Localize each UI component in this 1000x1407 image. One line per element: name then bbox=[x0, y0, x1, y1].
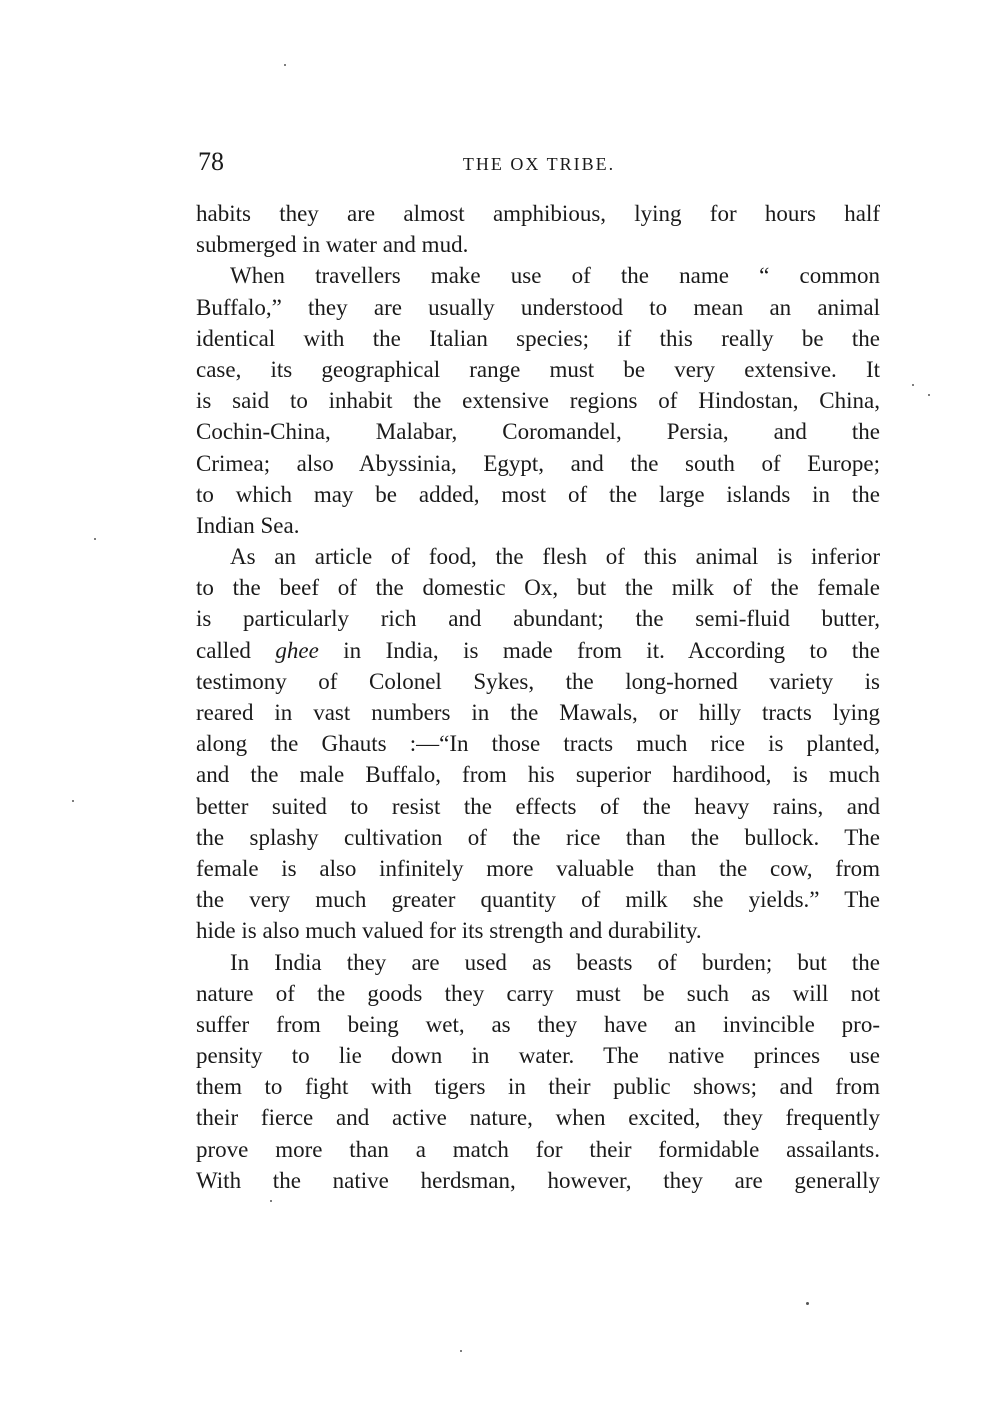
text-line: prove more than a match for their formidable assailants. bbox=[196, 1136, 880, 1162]
text-line: is particularly rich and abundant; the semi-fluid butter, bbox=[196, 606, 880, 632]
text-line: identical with the Italian species; if this really be the bbox=[196, 325, 880, 351]
scan-speck bbox=[284, 64, 286, 66]
paragraph-start-line: As an article of food, the flesh of this animal is inferior bbox=[230, 544, 880, 570]
text-line: submerged in water and mud. bbox=[196, 232, 469, 258]
text-line: hide is also much valued for its strength and durability. bbox=[196, 918, 702, 944]
scan-speck bbox=[72, 800, 74, 802]
text-line: Cochin-China, Malabar, Coromandel, Persia, and the bbox=[196, 419, 880, 445]
text-line: the very much greater quantity of milk she yields.” The bbox=[196, 887, 880, 913]
scan-speck bbox=[460, 1350, 462, 1352]
scan-speck bbox=[928, 394, 930, 396]
text-line: Crimea; also Abyssinia, Egypt, and the south of Europe; bbox=[196, 450, 880, 476]
text-line: is said to inhabit the extensive regions of Hindostan, China, bbox=[196, 388, 880, 414]
italic-term: ghee bbox=[275, 637, 319, 663]
scan-speck bbox=[912, 384, 914, 386]
running-head bbox=[198, 146, 880, 178]
text-line: Buffalo,” they are usually understood to mean an animal bbox=[196, 294, 880, 320]
text-segment: called bbox=[196, 637, 251, 663]
scan-speck bbox=[806, 1302, 809, 1305]
text-line: case, its geographical range must be very extensive. It bbox=[196, 356, 880, 382]
text-segment: in India, is made from it. According to the bbox=[343, 637, 880, 663]
body-text bbox=[196, 198, 880, 1196]
text-line: With the native herdsman, however, they are generally bbox=[196, 1167, 880, 1193]
text-line: and the male Buffalo, from his superior hardihood, is much bbox=[196, 762, 880, 788]
text-line: along the Ghauts :—“In those tracts much rice is planted, bbox=[196, 731, 880, 757]
scan-speck bbox=[270, 1200, 272, 1202]
text-line-with-italic bbox=[196, 635, 880, 666]
text-line: reared in vast numbers in the Mawals, or hilly tracts lying bbox=[196, 700, 880, 725]
text-line: habits they are almost amphibious, lying for hours half bbox=[196, 201, 880, 226]
text-line: nature of the goods they carry must be such as will not bbox=[196, 980, 880, 1006]
text-line: the splashy cultivation of the rice than the bullock. The bbox=[196, 824, 880, 850]
text-line: better suited to resist the effects of the heavy rains, and bbox=[196, 793, 880, 819]
text-line: to the beef of the domestic Ox, but the milk of the female bbox=[196, 575, 880, 601]
text-line: their fierce and active nature, when excited, they frequently bbox=[196, 1105, 880, 1131]
text-line: female is also infinitely more valuable than the cow, from bbox=[196, 855, 880, 881]
text-line: pensity to lie down in water. The native princes use bbox=[196, 1043, 880, 1069]
page-number: 78 bbox=[198, 147, 224, 176]
text-line: testimony of Colonel Sykes, the long-horned variety is bbox=[196, 668, 880, 694]
text-line: to which may be added, most of the large islands in the bbox=[196, 481, 880, 507]
text-line: them to fight with tigers in their public shows; and from bbox=[196, 1074, 880, 1100]
text-line: Indian Sea. bbox=[196, 512, 300, 538]
scan-speck bbox=[94, 538, 96, 540]
text-line: suffer from being wet, as they have an invincible pro- bbox=[196, 1011, 880, 1037]
running-title: THE OX TRIBE. bbox=[462, 154, 616, 174]
paragraph-start-line: In India they are used as beasts of burden; but the bbox=[230, 949, 880, 975]
paragraph-start-line: When travellers make use of the name “ common bbox=[230, 263, 880, 289]
